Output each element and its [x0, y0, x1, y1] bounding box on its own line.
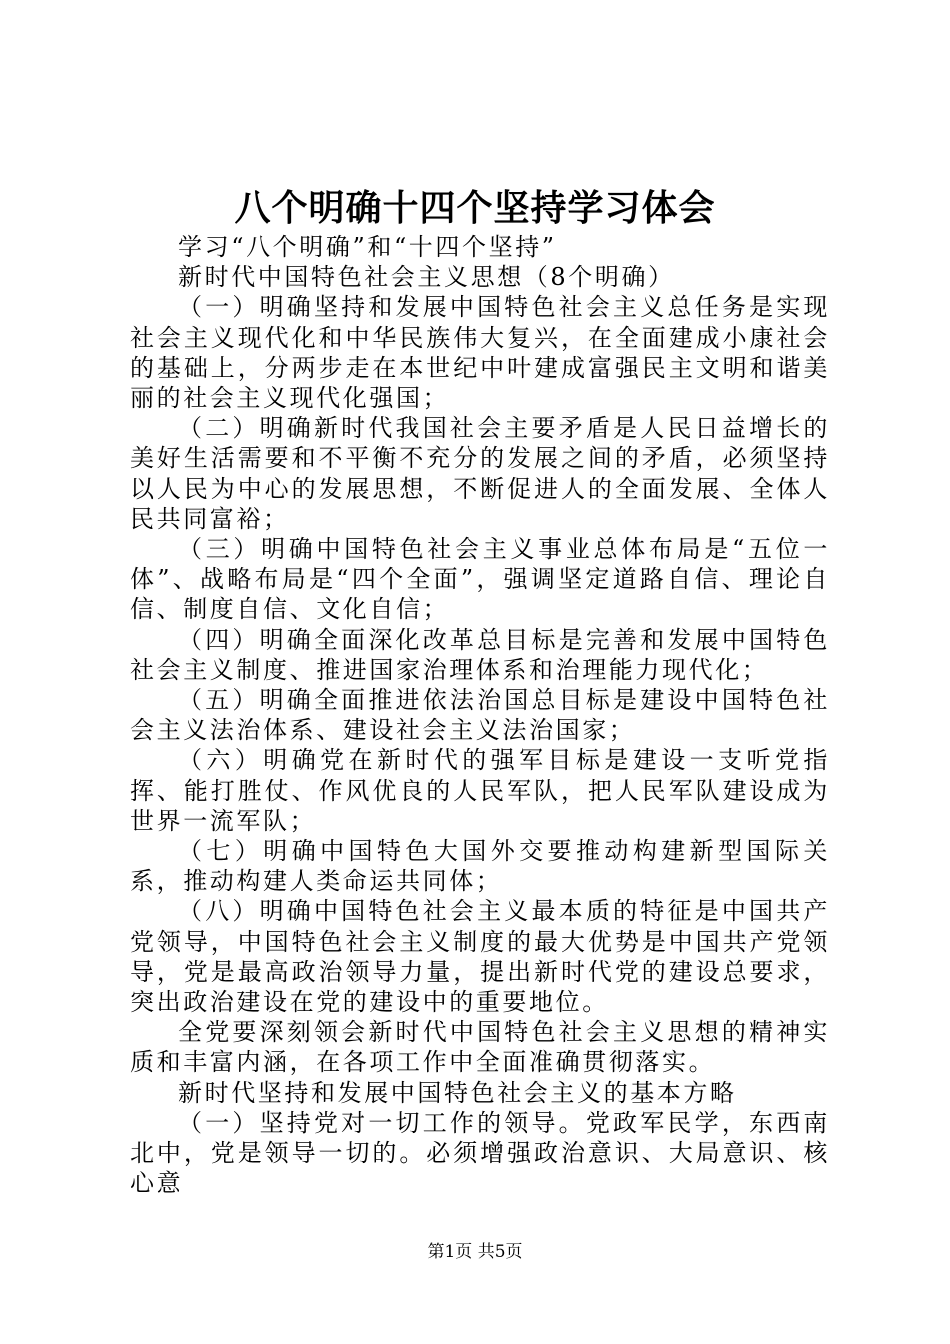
paragraph-clarification-4: （四）明确全面深化改革总目标是完善和发展中国特色社会主义制度、推进国家治理体系和治理能力现代化； [130, 625, 830, 684]
document-body [130, 232, 830, 1199]
paragraph-summary: 全党要深刻领会新时代中国特色社会主义思想的精神实质和丰富内涵，在各项工作中全面准确贯彻落实。 [130, 1018, 830, 1077]
paragraph-heading-basic-strategy: 新时代坚持和发展中国特色社会主义的基本方略 [178, 1078, 737, 1107]
paragraph-clarification-2: （二）明确新时代我国社会主要矛盾是人民日益增长的美好生活需要和不平衡不充分的发展之间的矛盾，必须坚持以人民为中心的发展思想，不断促进人的全面发展、全体人民共同富裕； [130, 414, 830, 533]
paragraph-clarification-8: （八）明确中国特色社会主义最本质的特征是中国共产党领导，中国特色社会主义制度的最大优势是中国共产党领导，党是最高政治领导力量，提出新时代党的建设总要求，突出政治建设在党的建设中的重要地位。 [130, 897, 830, 1017]
page-footer: 第1页 共5页 [427, 1242, 523, 1262]
paragraph-clarification-3: （三）明确中国特色社会主义事业总体布局是“五位一体”、战略布局是“四个全面”，强调坚定道路自信、理论自信、制度自信、文化自信； [130, 535, 830, 624]
paragraph-clarification-6: （六）明确党在新时代的强军目标是建设一支听党指挥、能打胜仗、作风优良的人民军队，把人民军队建设成为世界一流军队； [130, 746, 830, 835]
paragraph-clarification-5: （五）明确全面推进依法治国总目标是建设中国特色社会主义法治体系、建设社会主义法治国家； [130, 686, 830, 745]
paragraph-clarification-7: （七）明确中国特色大国外交要推动构建新型国际关系，推动构建人类命运共同体； [130, 837, 830, 896]
paragraph-clarification-1: （一）明确坚持和发展中国特色社会主义总任务是实现社会主义现代化和中华民族伟大复兴，在全面建成小康社会的基础上，分两步走在本世纪中叶建成富强民主文明和谐美丽的社会主义现代化强国； [130, 293, 830, 413]
paragraph-heading-eight-clarifications: 新时代中国特色社会主义思想（8个明确） [178, 263, 675, 292]
paragraph-adherence-1: （一）坚持党对一切工作的领导。党政军民学，东西南北中，党是领导一切的。必须增强政治意识、大局意识、核心意 [130, 1108, 830, 1198]
document-title: 八个明确十四个坚持学习体会 [234, 187, 716, 229]
paragraph-heading-study: 学习“八个明确”和“十四个坚持” [178, 233, 557, 261]
